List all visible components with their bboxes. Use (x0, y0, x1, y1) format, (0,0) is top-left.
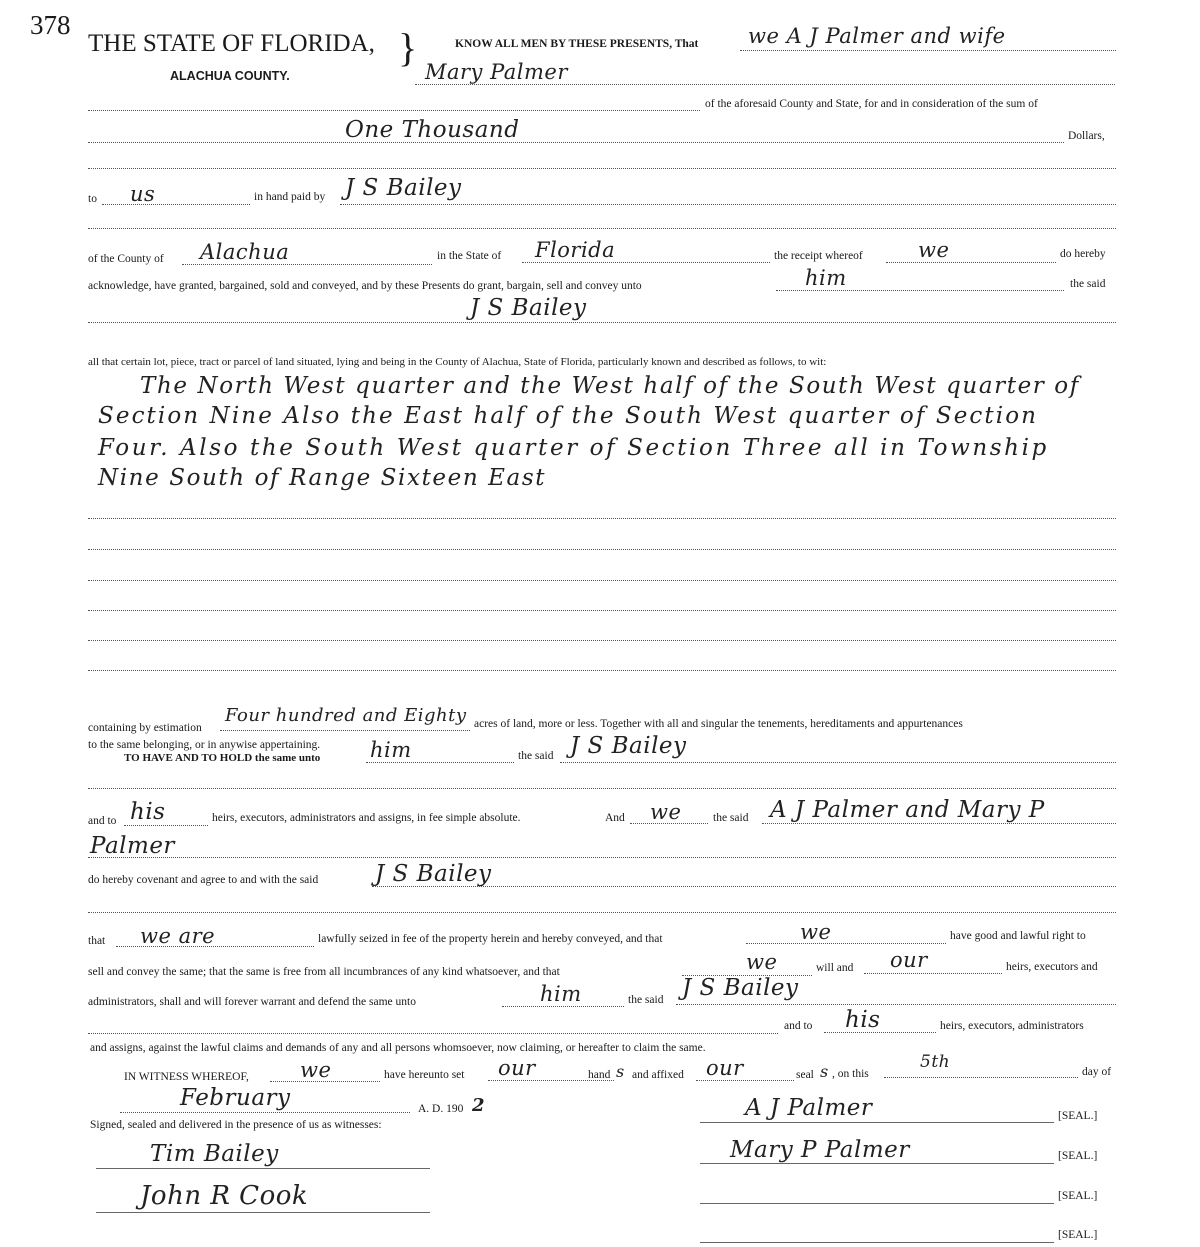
witness-who-line (270, 1081, 380, 1082)
unto-line (776, 290, 1064, 291)
handwritten-have-unto: him (370, 738, 412, 762)
heirs-exec-text: heirs, executors, administrators and assigns, in fee simple absolute. (212, 812, 521, 824)
witness-1-signature: Tim Bailey (150, 1141, 279, 1167)
county-heading: ALACHUA COUNTY. (170, 69, 290, 83)
seal-4: [SEAL.] (1058, 1229, 1098, 1241)
the-said-text-3: the said (713, 812, 749, 824)
seal-1: [SEAL.] (1058, 1110, 1098, 1122)
signature-3-line (700, 1203, 1054, 1204)
handwritten-our: our (890, 948, 928, 972)
signature-2-line (700, 1163, 1054, 1164)
state-line (522, 262, 770, 263)
the-said-text-1: the said (1070, 278, 1106, 290)
amount-line (88, 142, 1064, 143)
grantors-line-2 (415, 84, 1115, 85)
lawfully-seized-text: lawfully seized in fee of the property herein and hereby conveyed, and that (318, 933, 663, 945)
that-text: that (88, 935, 106, 947)
handwritten-have-said: J S Bailey (570, 733, 687, 759)
county-of-text: of the County of (88, 253, 164, 265)
that-2-line (746, 943, 946, 944)
handwritten-witness-who: we (300, 1058, 332, 1082)
handwritten-grantee: J S Bailey (470, 295, 587, 321)
that-line (116, 946, 314, 947)
handwritten-acreage: Four hundred and Eighty (225, 705, 467, 726)
signature-1: A J Palmer (745, 1095, 873, 1121)
acres-text: acres of land, more or less. Together with all and singular the tenements, hereditaments and appurtenances (474, 718, 963, 730)
blank-line-5 (88, 580, 1116, 581)
do-hereby-text: do hereby (1060, 248, 1106, 260)
the-said-text-2: the said (518, 750, 554, 762)
handwritten-hand-s: s (616, 1062, 625, 1081)
state-of-text: in the State of (437, 250, 502, 262)
on-this-text: , on this (832, 1068, 869, 1080)
handwritten-paid-by: J S Bailey (345, 175, 462, 201)
acreage-line (220, 730, 470, 731)
will-and-text: will and (816, 962, 854, 974)
have-unto-line (366, 762, 514, 763)
day-of-text: day of (1082, 1066, 1112, 1078)
covenant-line (372, 886, 1116, 887)
handwritten-and-who: we (650, 800, 682, 824)
defend-unto-line (502, 1006, 624, 1007)
have-good-text: have good and lawful right to (950, 930, 1086, 942)
receipt-text: the receipt whereof (774, 250, 863, 262)
covenant-text: do hereby covenant and agree to and with the said (88, 874, 319, 886)
and-to-2-line (824, 1032, 936, 1033)
handwritten-seal-s: s (820, 1062, 829, 1081)
all-that-certain-text: all that certain lot, piece, tract or parcel of land situated, lying and being in the County of Alachua, State of Florida, particularly known and described as follows, to wit: (88, 356, 827, 368)
handwritten-month: February (180, 1085, 291, 1111)
handwritten-grantors-1: we A J Palmer and wife (748, 24, 1006, 48)
handwritten-receipt-by: we (918, 238, 950, 262)
blank-line-10 (88, 912, 1116, 913)
handwritten-that-3: we (746, 950, 778, 974)
and-to-text: and to (88, 815, 117, 827)
handwritten-defend-said: J S Bailey (682, 975, 799, 1001)
blank-line-11 (88, 1033, 778, 1034)
signature-2: Mary P Palmer (730, 1137, 910, 1163)
handwritten-affixed-our: our (706, 1056, 744, 1080)
handwritten-amount: One Thousand (345, 117, 520, 143)
handwritten-set-our: our (498, 1056, 536, 1080)
witness-2-signature: John R Cook (140, 1181, 309, 1211)
county-line (182, 264, 432, 265)
and-assigns-text: and assigns, against the lawful claims and demands of any and all persons whomsoever, now claiming, or hereafter to claim the same. (90, 1042, 706, 1054)
hand-paid-text: in hand paid by (254, 191, 326, 203)
description-line-2: Section Nine Also the East half of the South West quarter of Section (98, 403, 1039, 429)
blank-line-7 (88, 640, 1116, 641)
in-witness-text: IN WITNESS WHEREOF, (124, 1071, 249, 1083)
sell-convey-text: sell and convey the same; that the same is free from all incumbrances of any kind whatsoever, and that (88, 966, 560, 978)
witness-2-line (96, 1212, 430, 1213)
administrators-text: administrators, shall and will forever warrant and defend the same unto (88, 996, 416, 1008)
signed-sealed-text: Signed, sealed and delivered in the presence of us as witnesses: (90, 1119, 382, 1131)
ad-text: A. D. 190 (418, 1103, 464, 1115)
blank-line-1 (88, 168, 1116, 169)
affixed-our-line (696, 1080, 794, 1081)
to-have-text: TO HAVE AND TO HOLD the same unto (124, 752, 321, 764)
description-line-3: Four. Also the South West quarter of Section Three all in Township (98, 435, 1049, 461)
handwritten-grantors-2: Mary Palmer (425, 60, 568, 84)
handwritten-county: Alachua (200, 240, 290, 264)
handwritten-grantors-said-1: A J Palmer and Mary P (770, 797, 1045, 823)
and-to-2-text: and to (784, 1020, 813, 1032)
dollars-text: Dollars, (1068, 130, 1105, 142)
handwritten-that-2: we (800, 920, 832, 944)
receipt-line (886, 262, 1056, 263)
state-brace: } (398, 25, 418, 70)
our-line (864, 973, 1002, 974)
handwritten-grantors-said-2: Palmer (90, 833, 175, 859)
seal-2: [SEAL.] (1058, 1150, 1098, 1162)
handwritten-year: 2 (472, 1095, 486, 1116)
handwritten-to-whom: us (130, 182, 156, 206)
handwritten-that-who: we are (140, 924, 216, 948)
state-heading: THE STATE OF FLORIDA, (88, 30, 375, 57)
handwritten-and-to: his (130, 799, 166, 825)
the-said-text-4: the said (628, 994, 664, 1006)
grantors-line-1 (740, 50, 1116, 51)
handwritten-defend-unto: him (540, 982, 582, 1006)
page-number: 378 (30, 10, 71, 40)
grantors-said-line-2 (88, 857, 1116, 858)
and-affixed-text: and affixed (632, 1069, 684, 1081)
month-line (120, 1112, 410, 1113)
to-same-text: to the same belonging, or in anywise appertaining. (88, 739, 321, 751)
seal-3: [SEAL.] (1058, 1190, 1098, 1202)
acknowledge-text: acknowledge, have granted, bargained, sold and conveyed, and by these Presents do grant, bargain, sell and convey unto (88, 280, 642, 292)
heirs-exec-3-text: heirs, executors, administrators (940, 1020, 1084, 1032)
grantee-line (88, 322, 1116, 323)
blank-line-9 (88, 788, 1116, 789)
and-to-line (124, 825, 208, 826)
description-line-4: Nine South of Range Sixteen East (98, 465, 547, 491)
handwritten-state: Florida (535, 238, 616, 262)
blank-line-4 (88, 549, 1116, 550)
know-all-text: KNOW ALL MEN BY THESE PRESENTS, That (455, 38, 699, 50)
and-text: And (605, 812, 625, 824)
and-who-line (630, 823, 708, 824)
grantors-said-line (762, 823, 1116, 824)
aforesaid-text: of the aforesaid County and State, for and in consideration of the sum of (705, 98, 1038, 110)
paid-by-line (340, 204, 1116, 205)
to-line (102, 204, 250, 205)
have-said-line (560, 762, 1116, 763)
handwritten-covenant-with: J S Bailey (375, 861, 492, 887)
day-line (884, 1077, 1078, 1078)
handwritten-unto: him (805, 266, 847, 290)
seal-word-text: seal (796, 1069, 814, 1081)
blank-line-3 (88, 518, 1116, 519)
grantors-line-3 (88, 110, 700, 111)
hand-text: hand (588, 1069, 611, 1081)
signature-1-line (700, 1122, 1054, 1123)
blank-line-2 (88, 228, 1116, 229)
description-line-1: The North West quarter and the West half of the South West quarter of (140, 373, 1080, 399)
handwritten-day: 5th (920, 1052, 951, 1072)
blank-line-6 (88, 610, 1116, 611)
handwritten-and-to-2: his (845, 1007, 881, 1033)
witness-1-line (96, 1168, 430, 1169)
signature-4-line (700, 1242, 1054, 1243)
containing-text: containing by estimation (88, 722, 202, 734)
defend-said-line (676, 1004, 1116, 1005)
have-hereunto-text: have hereunto set (384, 1069, 465, 1081)
heirs-exec-2-text: heirs, executors and (1006, 961, 1098, 973)
to-text: to (88, 193, 97, 205)
blank-line-8 (88, 670, 1116, 671)
